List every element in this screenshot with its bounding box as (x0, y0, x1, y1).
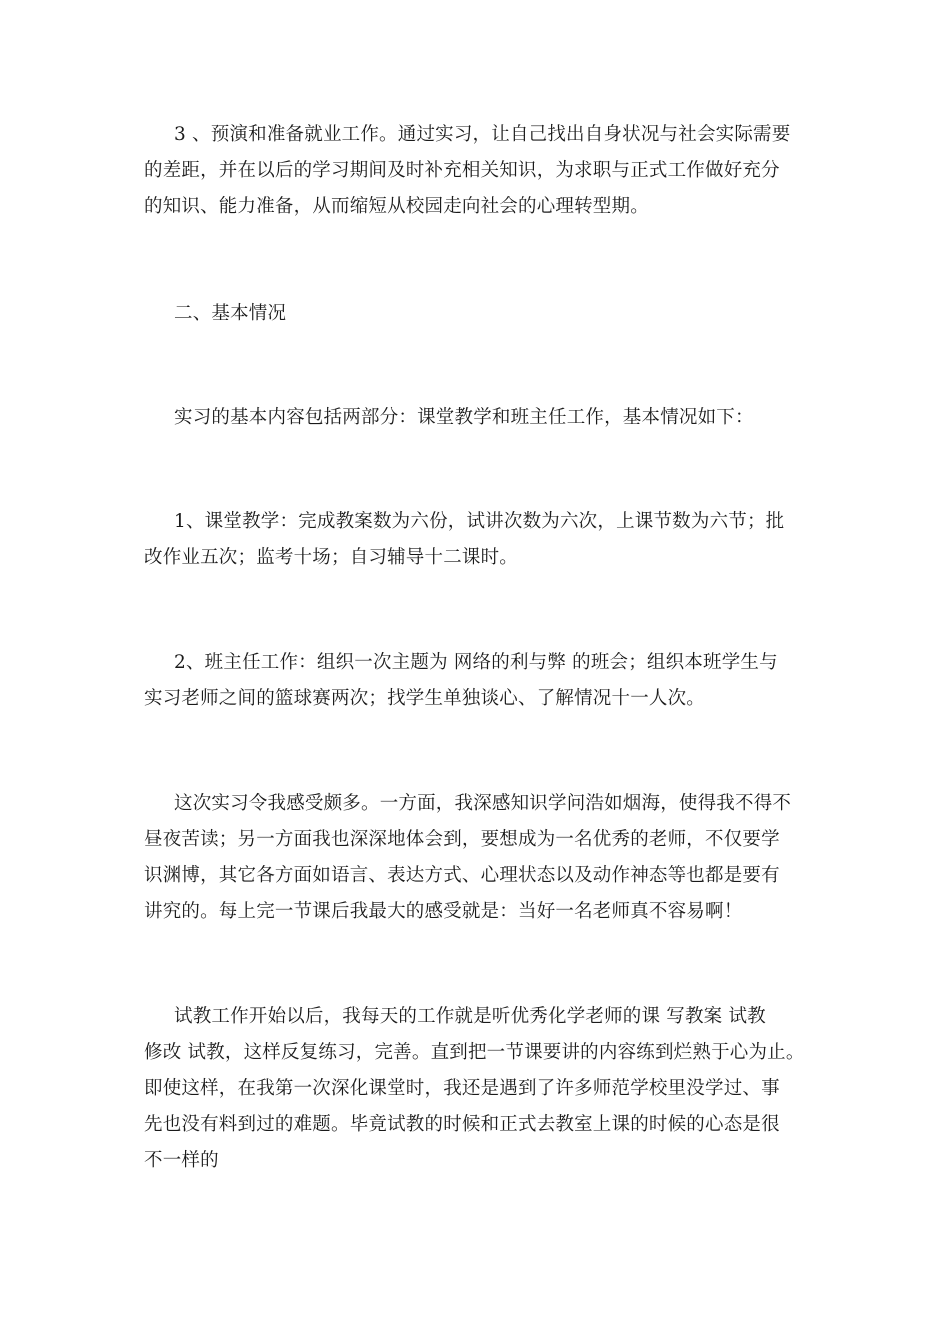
text-line: 实习老师之间的篮球赛两次；找学生单独谈心、了解情况十一人次。 (144, 688, 706, 709)
paragraph-head-teacher-work (144, 645, 844, 717)
text-line: 的知识、能力准备，从而缩短从校园走向社会的心理转型期。 (144, 196, 649, 217)
section-heading-basic-situation (144, 296, 844, 332)
text-line: 修改 试教，这样反复练习，完善。直到把一节课要讲的内容练到烂熟于心为止。 (144, 1042, 805, 1063)
text-line: 改作业五次；监考十场；自习辅导十二课时。 (144, 547, 519, 568)
text-line: 试教工作开始以后，我每天的工作就是听优秀化学老师的课 写教案 试教 (174, 1006, 766, 1027)
paragraph-internship-content (144, 400, 844, 436)
text-line: 这次实习令我感受颇多。一方面，我深感知识学问浩如烟海，使得我不得不 (174, 793, 792, 814)
text-line: 昼夜苦读；另一方面我也深深地体会到，要想成为一名优秀的老师，不仅要学 (144, 829, 780, 850)
text-line: 先也没有料到过的难题。毕竟试教的时候和正式去教室上课的时候的心态是很 (144, 1114, 780, 1135)
paragraph-employment-preparation (144, 117, 844, 225)
paragraph-classroom-teaching (144, 504, 844, 576)
text-line: 2、班主任工作：组织一次主题为 网络的利与弊 的班会；组织本班学生与 (174, 652, 778, 673)
text-line: 即使这样，在我第一次深化课堂时，我还是遇到了许多师范学校里没学过、事 (144, 1078, 780, 1099)
text-line: 1、课堂教学：完成教案数为六份，试讲次数为六次，上课节数为六节；批 (174, 511, 785, 532)
paragraph-trial-teaching (144, 999, 844, 1179)
text-line: 讲究的。每上完一节课后我最大的感受就是：当好一名老师真不容易啊！ (144, 901, 743, 922)
text-line: 实习的基本内容包括两部分：课堂教学和班主任工作，基本情况如下： (174, 407, 754, 428)
text-line: 不一样的 (144, 1150, 219, 1171)
section-heading: 二、基本情况 (174, 303, 287, 324)
text-line: 3 、预演和准备就业工作。通过实习，让自己找出自身状况与社会实际需要 (174, 124, 791, 145)
text-line: 的差距，并在以后的学习期间及时补充相关知识，为求职与正式工作做好充分 (144, 160, 780, 181)
paragraph-reflections (144, 786, 844, 930)
text-line: 识渊博，其它各方面如语言、表达方式、心理状态以及动作神态等也都是要有 (144, 865, 780, 886)
